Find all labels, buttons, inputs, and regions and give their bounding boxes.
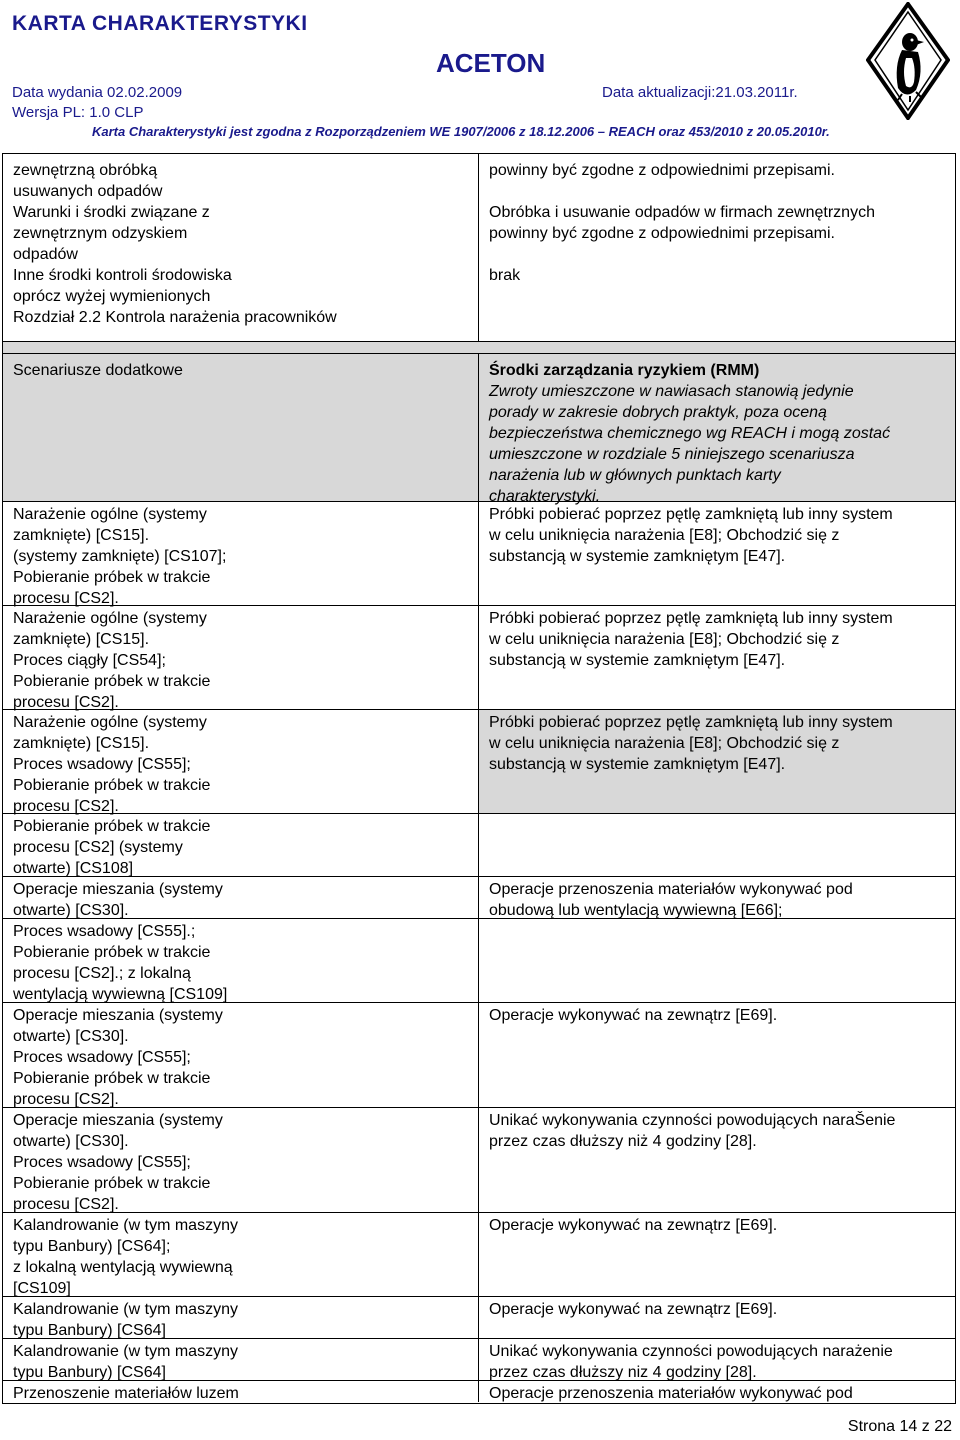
- cell-text: Operacje mieszania (systemy otwarte) [CS30]. Proces wsadowy [CS55]; Pobieranie próbek w trakcie procesu [CS2].: [13, 1007, 223, 1108]
- cell-text: Kalandrowanie (w tym maszyny typu Banbury) [CS64]: [13, 1301, 238, 1339]
- cell-text: Narażenie ogólne (systemy zamknięte) [CS15]. (systemy zamknięte) [CS107]; Pobieranie próbek w trakcie procesu [CS2].: [13, 506, 227, 607]
- issue-date: Data wydania 02.02.2009: [12, 84, 183, 101]
- scenarios-heading: Scenariusze dodatkowe: [13, 362, 183, 379]
- cell-text: Narażenie ogólne (systemy zamknięte) [CS15]. Proces ciągły [CS54]; Pobieranie próbek w trakcie procesu [CS2].: [13, 610, 211, 711]
- cell-text: Narażenie ogólne (systemy zamknięte) [CS15]. Proces wsadowy [CS55]; Pobieranie próbek w trakcie procesu [CS2].: [13, 714, 211, 815]
- cell-text: zewnętrzną obróbką usuwanych odpadów Warunki i środki związane z zewnętrznym odzyskiem odpadów Inne środki kontroli środowiska oprócz wyżej wymienionych Rozdział 2.2 Kontrola narażenia pracowników: [13, 162, 337, 326]
- cell-text: Operacje przenoszenia materiałów wykonywać pod: [489, 1385, 853, 1402]
- table-cell-right: [479, 1339, 955, 1380]
- table-cell-left: [3, 1003, 479, 1107]
- table-cell-right: [479, 710, 955, 813]
- rmm-table: [2, 153, 956, 1404]
- page-number: Strona 14 z 22: [847, 1418, 952, 1435]
- table-cell-left: [3, 1339, 479, 1380]
- table-cell-left: [3, 502, 479, 605]
- table-cell-left: [3, 710, 479, 813]
- table-cell-right: [479, 877, 955, 918]
- table-row: [3, 606, 955, 710]
- table-row: [3, 877, 955, 919]
- table-row: [3, 710, 955, 814]
- table-cell-left: [3, 1213, 479, 1296]
- table-row: [3, 1297, 955, 1339]
- cell-text: Operacje mieszania (systemy otwarte) [CS30]. Proces wsadowy [CS55]; Pobieranie próbek w trakcie procesu [CS2].: [13, 1112, 223, 1213]
- table-cell-left: [3, 154, 479, 341]
- update-date: Data aktualizacji:21.03.2011r.: [602, 84, 798, 101]
- cell-text: Operacje przenoszenia materiałów wykonywać pod obudową lub wentylacją wywiewną [E66];: [489, 881, 853, 919]
- table-row: [3, 1339, 955, 1381]
- cell-text: Operacje wykonywać na zewnątrz [E69].: [489, 1007, 778, 1024]
- compliance-note: Karta Charakterystyki jest zgodna z Rozporządzeniem WE 1907/2006 z 18.12.2006 – REACH oraz 453/2010 z 20.05.2010r.: [92, 124, 830, 139]
- table-cell-right: [479, 919, 955, 1002]
- table-row: [3, 1381, 955, 1402]
- table-cell-left: [3, 919, 479, 1002]
- cell-text: Przenoszenie materiałów luzem: [13, 1385, 239, 1402]
- document-type-title: KARTA CHARAKTERYSTYKI: [12, 12, 308, 35]
- table-cell-left: [3, 354, 479, 501]
- cell-text: Próbki pobierać poprzez pętlę zamkniętą lub inny system w celu uniknięcia narażenia [E8]; Obchodzić się z substancją w systemie zamkniętym [E47].: [489, 610, 893, 669]
- table-cell-right: [479, 1213, 955, 1296]
- table-cell-left: [3, 1381, 479, 1402]
- table-cell-right: [479, 154, 955, 341]
- product-name: ACETON: [436, 48, 546, 78]
- penguin-logo-icon: [866, 2, 950, 120]
- table-row: [3, 814, 955, 877]
- table-row: [3, 1108, 955, 1213]
- cell-text: Operacje wykonywać na zewnątrz [E69].: [489, 1217, 778, 1234]
- table-cell-left: [3, 877, 479, 918]
- table-cell-right: [479, 814, 955, 876]
- table-row: [3, 502, 955, 606]
- version-label: Wersja PL: 1.0 CLP: [12, 104, 144, 121]
- table-row-spacer: [3, 342, 955, 354]
- table-header-row: [3, 354, 955, 505]
- table-cell-right: [479, 1108, 955, 1212]
- table-cell-right: [479, 1003, 955, 1107]
- cell-text: Pobieranie próbek w trakcie procesu [CS2] (systemy otwarte) [CS108]: [13, 818, 211, 877]
- table-cell-left: [3, 814, 479, 876]
- table-cell-left: [3, 1108, 479, 1212]
- table-row: [3, 1003, 955, 1108]
- cell-text: Kalandrowanie (w tym maszyny typu Banbury) [CS64]: [13, 1343, 238, 1381]
- cell-text: Próbki pobierać poprzez pętlę zamkniętą lub inny system w celu uniknięcia narażenia [E8]; Obchodzić się z substancją w systemie zamkniętym [E47].: [489, 506, 893, 565]
- cell-text: Próbki pobierać poprzez pętlę zamkniętą lub inny system w celu uniknięcia narażenia [E8]; Obchodzić się z substancją w systemie zamkniętym [E47].: [489, 714, 893, 773]
- table-cell-right: [479, 606, 955, 709]
- table-row: [3, 1213, 955, 1297]
- document-header: [0, 0, 960, 140]
- table-cell-left: [3, 606, 479, 709]
- table-row: [3, 919, 955, 1003]
- cell-text: Proces wsadowy [CS55].; Pobieranie próbek w trakcie procesu [CS2].; z lokalną wentylacją wywiewną [CS109]: [13, 923, 228, 1003]
- table-cell-right: [479, 1381, 955, 1402]
- table-row-top: [3, 154, 955, 342]
- cell-text: Operacje wykonywać na zewnątrz [E69].: [489, 1301, 778, 1318]
- table-cell-right: [479, 354, 955, 505]
- cell-text: powinny być zgodne z odpowiednimi przepisami. Obróbka i usuwanie odpadów w firmach zewnętrznych powinny być zgodne z odpowiednimi przepisami. brak: [489, 162, 875, 284]
- table-cell-left: [3, 1297, 479, 1338]
- cell-text: Kalandrowanie (w tym maszyny typu Banbury) [CS64]; z lokalną wentylacją wywiewną [CS109]: [13, 1217, 238, 1297]
- cell-text: Unikać wykonywania czynności powodujących naraŠenie przez czas dłuższy niż 4 godziny [28].: [489, 1112, 896, 1150]
- rmm-note: Zwroty umieszczone w nawiasach stanowią jedynie porady w zakresie dobrych praktyk, poza oceną bezpieczeństwa chemicznego wg REACH i mogą zostać umieszczone w rozdziale 5 niniejszego scenariusza narażenia lub w głównych punktach karty charakterystyki.: [489, 383, 891, 505]
- cell-text: Unikać wykonywania czynności powodujących narażenie przez czas dłuższy niz 4 godziny [28].: [489, 1343, 893, 1381]
- cell-text: Operacje mieszania (systemy otwarte) [CS30].: [13, 881, 223, 919]
- table-cell-right: [479, 502, 955, 605]
- table-cell-right: [479, 1297, 955, 1338]
- rmm-heading: Środki zarządzania ryzykiem (RMM): [489, 362, 760, 379]
